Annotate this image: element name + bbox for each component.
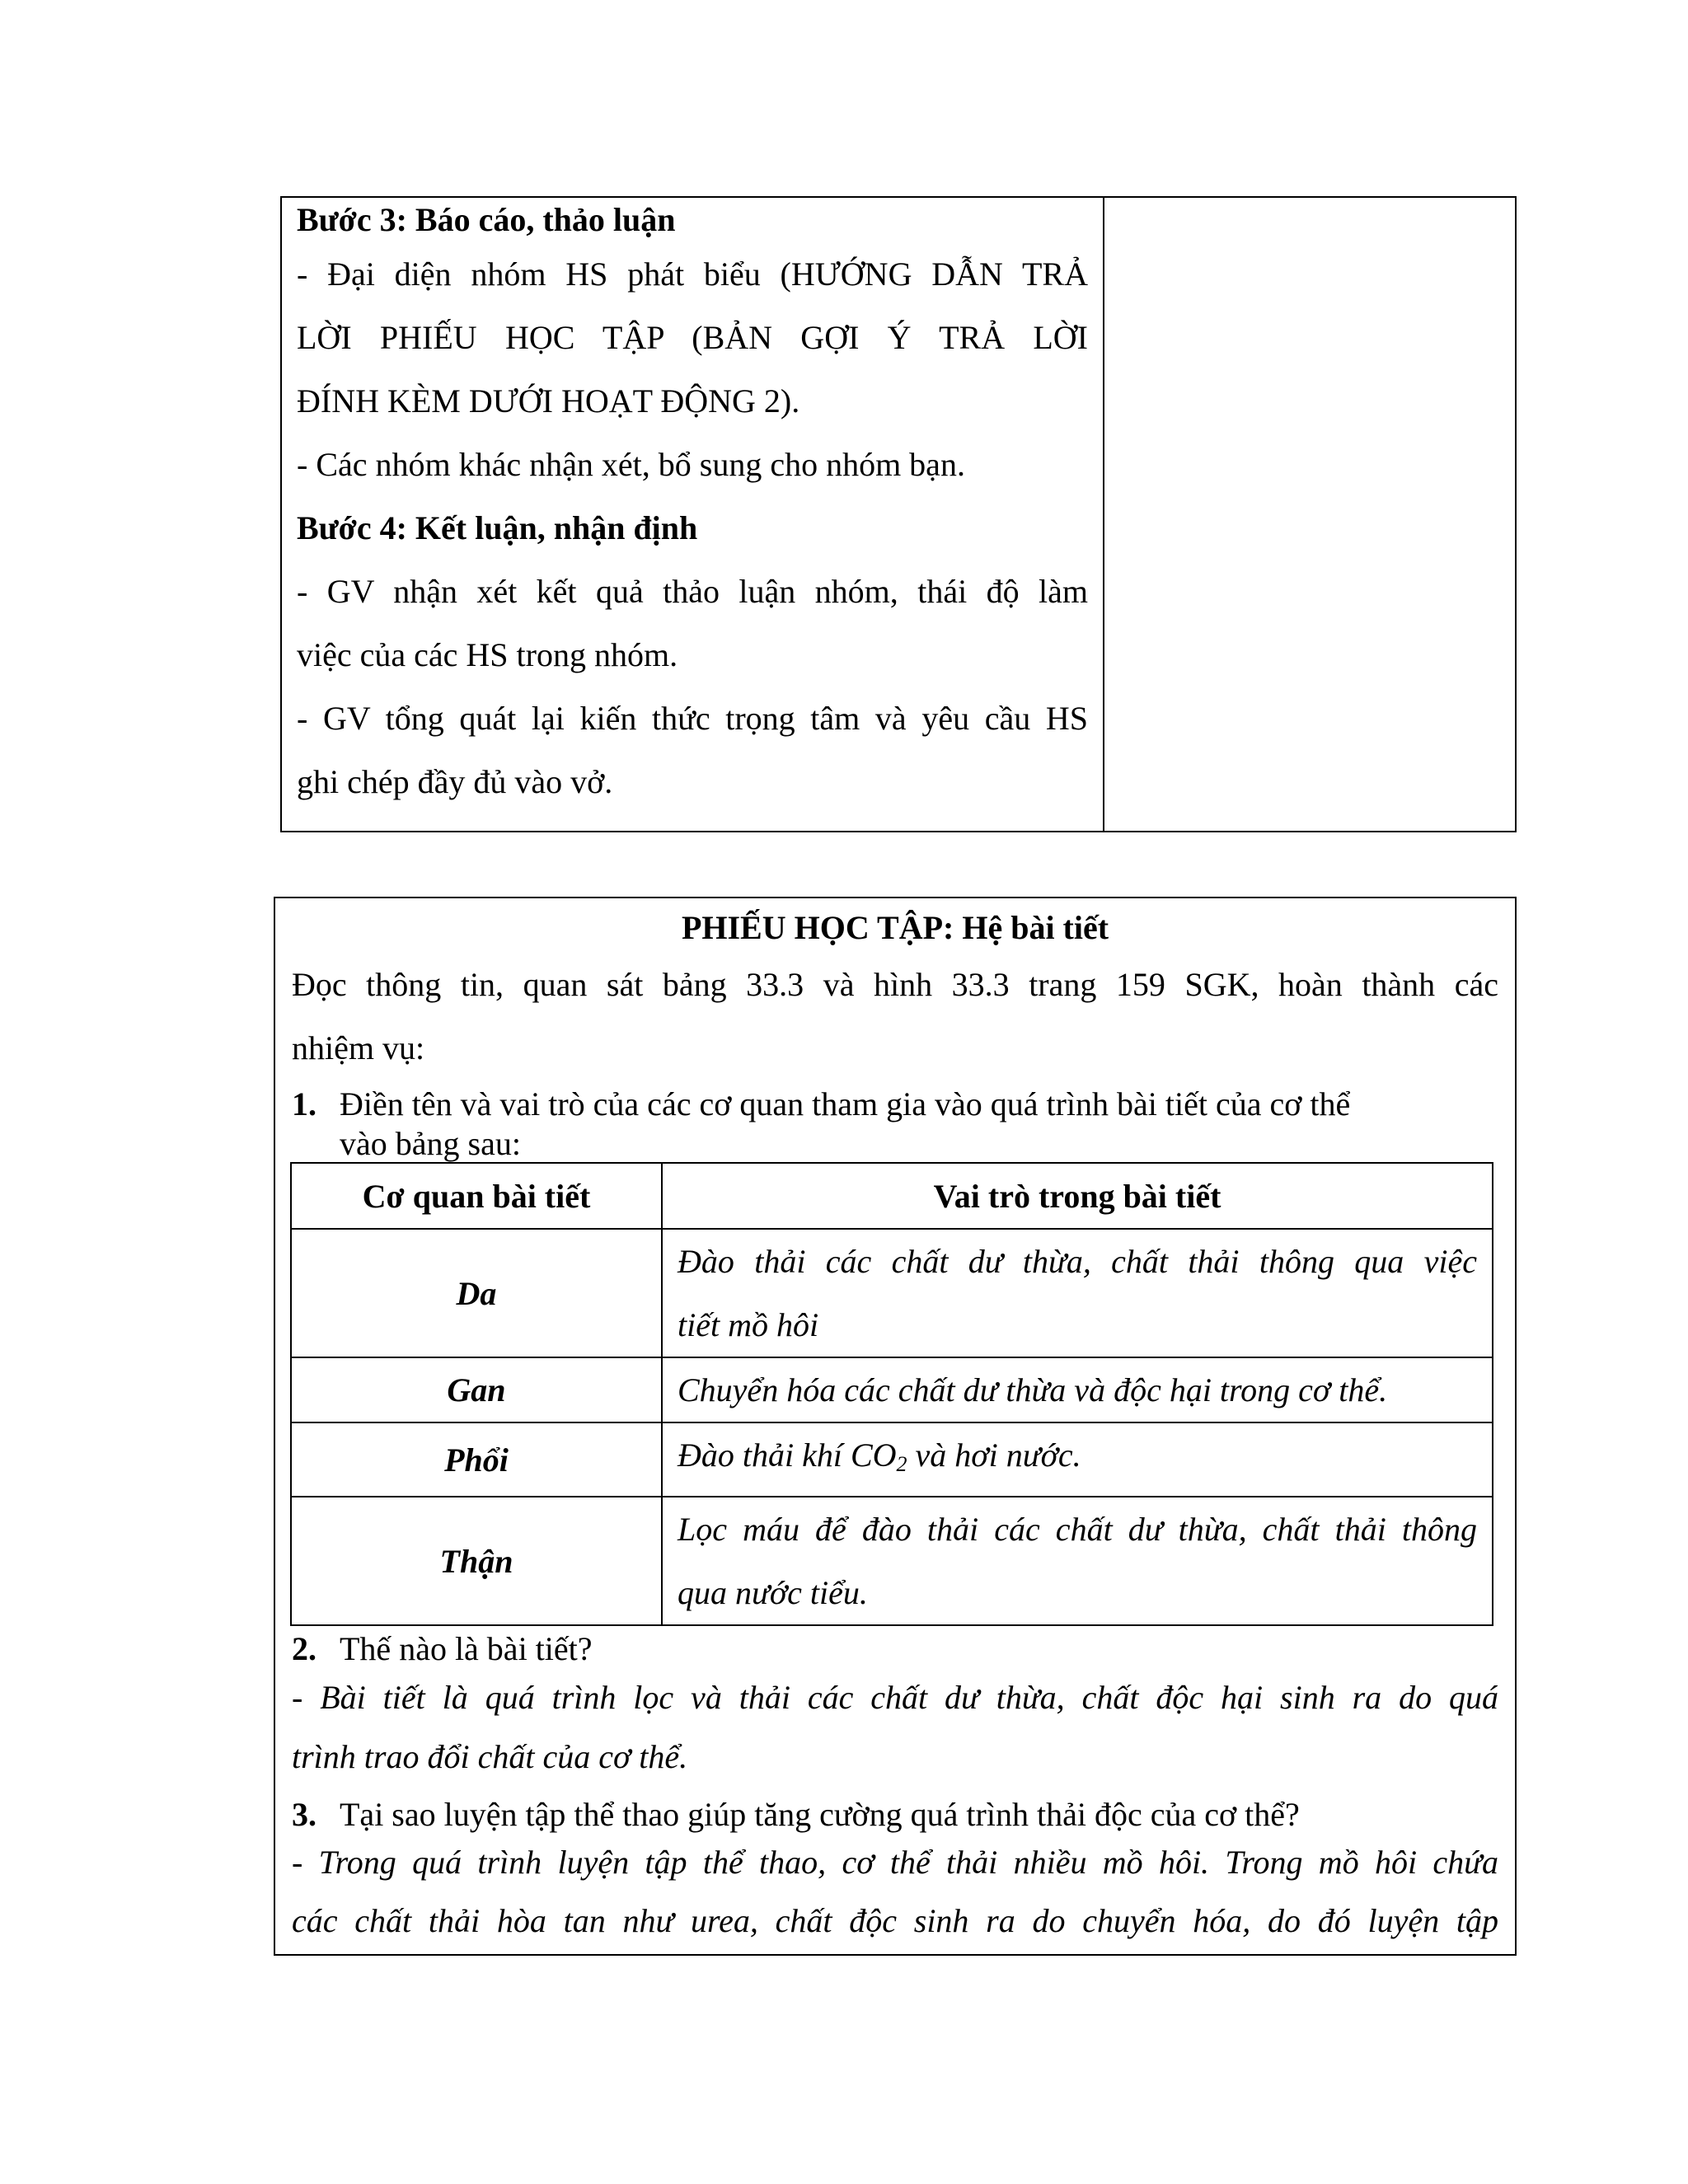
- question-2: [275, 1628, 1515, 1671]
- question-1: [275, 1083, 1515, 1126]
- step3-line: LỜI PHIẾU HỌC TẬP (BẢN GỢI Ý TRẢ LỜI: [297, 319, 1088, 356]
- role-line: tiết mồ hôi: [678, 1306, 819, 1343]
- column-header-organ: Cơ quan bài tiết: [291, 1163, 662, 1229]
- table-header-row: [291, 1163, 1493, 1229]
- worksheet-title: PHIẾU HỌC TẬP: Hệ bài tiết: [681, 909, 1109, 946]
- step3-line: - Đại diện nhóm HS phát biểu (HƯỚNG DẪN TRẢ: [297, 255, 1088, 293]
- organ-cell: Da: [291, 1229, 662, 1357]
- question-text-cont: vào bảng sau:: [340, 1125, 521, 1162]
- table-row: [291, 1357, 1493, 1422]
- step4-line: - GV tổng quát lại kiến thức trọng tâm và yêu cầu HS: [297, 700, 1088, 737]
- organs-table: [290, 1162, 1493, 1626]
- step3-line: - Các nhóm khác nhận xét, bổ sung cho nhóm bạn.: [297, 446, 965, 483]
- role-cell: [662, 1422, 1493, 1497]
- question-text: Thế nào là bài tiết?: [340, 1630, 593, 1667]
- role-line: Đào thải các chất dư thừa, chất thải thông qua việc: [678, 1243, 1477, 1280]
- role-cell: [662, 1497, 1493, 1625]
- empty-cell: [1104, 198, 1515, 831]
- role-line: Chuyển hóa các chất dư thừa và độc hại trong cơ thể.: [678, 1371, 1388, 1408]
- question-number: 1.: [292, 1085, 316, 1122]
- table-row: [291, 1229, 1493, 1357]
- subscript: 2: [896, 1452, 907, 1476]
- role-line: qua nước tiểu.: [678, 1574, 868, 1611]
- intro-line: nhiệm vụ:: [292, 1029, 425, 1066]
- answer-line: trình trao đổi chất của cơ thể.: [292, 1738, 688, 1775]
- organ-cell: Gan: [291, 1357, 662, 1422]
- question-text: Điền tên và vai trò của các cơ quan tham gia vào quá trình bài tiết của cơ thể: [340, 1085, 1351, 1122]
- organ-cell: Phổi: [291, 1422, 662, 1497]
- answer-line: - Trong quá trình luyện tập thể thao, cơ thể thải nhiều mồ hôi. Trong mồ hôi chứa: [292, 1844, 1498, 1881]
- step4-heading: Bước 4: Kết luận, nhận định: [297, 509, 698, 546]
- role-text: và hơi nước.: [907, 1436, 1081, 1474]
- step4-line: ghi chép đầy đủ vào vở.: [297, 763, 613, 800]
- answer-line: các chất thải hòa tan như urea, chất độc sinh ra do chuyển hóa, do đó luyện tập: [292, 1902, 1498, 1939]
- role-cell: [662, 1229, 1493, 1357]
- intro-line: Đọc thông tin, quan sát bảng 33.3 và hình 33.3 trang 159 SGK, hoàn thành các: [292, 966, 1498, 1003]
- role-text: Đào thải khí CO: [678, 1436, 897, 1474]
- step4-line: việc của các HS trong nhóm.: [297, 636, 678, 673]
- role-line: Lọc máu để đào thải các chất dư thừa, chất thải thông: [678, 1511, 1477, 1548]
- worksheet-box: [274, 897, 1517, 1956]
- step4-line: - GV nhận xét kết quả thảo luận nhóm, thái độ làm: [297, 573, 1088, 610]
- organ-cell: Thận: [291, 1497, 662, 1625]
- column-header-role: Vai trò trong bài tiết: [662, 1163, 1493, 1229]
- step3-line: ĐÍNH KÈM DƯỚI HOẠT ĐỘNG 2).: [297, 382, 800, 419]
- answer-line: - Bài tiết là quá trình lọc và thải các chất dư thừa, chất độc hại sinh ra do quá: [292, 1679, 1498, 1716]
- steps-cell: [282, 198, 1104, 831]
- step3-heading: Bước 3: Báo cáo, thảo luận: [297, 201, 676, 238]
- question-3: [275, 1793, 1515, 1836]
- table-row: [291, 1497, 1493, 1625]
- question-number: 2.: [292, 1630, 316, 1667]
- role-cell: [662, 1357, 1493, 1422]
- table-row: [291, 1422, 1493, 1497]
- question-number: 3.: [292, 1796, 316, 1833]
- activity-steps-table: [280, 196, 1517, 832]
- question-text: Tại sao luyện tập thể thao giúp tăng cường quá trình thải độc của cơ thể?: [340, 1796, 1300, 1833]
